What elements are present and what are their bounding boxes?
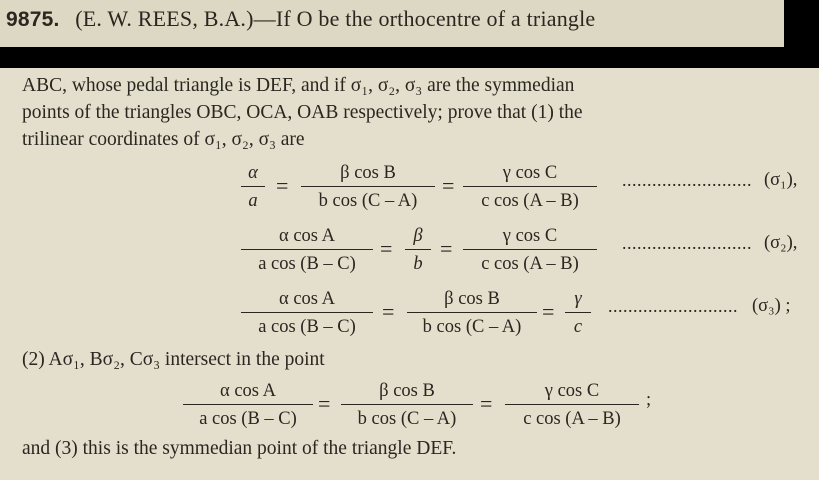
equation-terminator: ;: [646, 390, 652, 410]
fraction: [404, 223, 432, 278]
fraction: [182, 378, 314, 433]
part-three-text: and (3) this is the symmedian point of the triangle DEF.: [22, 438, 457, 459]
denominator: a cos (B – C): [199, 409, 297, 429]
numerator: α cos A: [279, 226, 335, 246]
denominator: a cos (B – C): [258, 254, 356, 274]
equals-sign: =: [382, 299, 395, 324]
equals-sign: =: [318, 391, 331, 416]
equation-sigma2: [0, 223, 819, 279]
fraction: [462, 160, 598, 215]
equation-sigma1: [0, 160, 819, 216]
numerator: α cos A: [279, 289, 335, 309]
equals-sign: =: [542, 299, 555, 324]
numerator: γ cos C: [502, 226, 558, 246]
denominator: a cos (B – C): [258, 317, 356, 337]
fraction: [564, 286, 592, 341]
equals-sign: =: [480, 391, 493, 416]
leader-dots: ..........................: [622, 170, 752, 190]
paragraph-line: trilinear coordinates of σ₁, σ₂, σ₃ are: [22, 129, 305, 150]
denominator: c cos (A – B): [481, 254, 579, 274]
problem-lead: —If O be the orthocentre of a triangle: [253, 6, 596, 31]
equation-sigma3: [0, 286, 819, 342]
equation-intersection: [0, 378, 819, 434]
problem-paragraph: [22, 72, 814, 153]
numerator: β cos B: [340, 163, 396, 183]
fraction: [300, 160, 436, 215]
numerator: γ cos C: [502, 163, 558, 183]
denominator: c: [573, 317, 583, 337]
part-two-text: (2) Aσ₁, Bσ₂, Cσ₃ intersect in the point: [22, 349, 325, 370]
fraction: [240, 160, 266, 215]
numerator: γ cos C: [544, 381, 600, 401]
problem-author: (E. W. REES, B.A.): [75, 6, 254, 31]
paragraph-line: ABC, whose pedal triangle is DEF, and if σ₁, σ₂, σ₃ are the symmedian: [22, 75, 575, 96]
denominator: c cos (A – B): [481, 191, 579, 211]
leader-dots: ..........................: [608, 296, 738, 316]
denominator: b cos (C – A): [318, 191, 418, 211]
equation-tag: (σ₃) ;: [752, 296, 791, 316]
equals-sign: =: [380, 236, 393, 261]
numerator: β: [413, 226, 423, 246]
fraction: [406, 286, 538, 341]
denominator: b: [413, 254, 423, 274]
denominator: a: [248, 191, 258, 211]
fraction: [340, 378, 474, 433]
fraction: [240, 286, 374, 341]
equation-tag: (σ₂),: [764, 233, 798, 253]
leader-dots: ..........................: [622, 233, 752, 253]
numerator: β cos B: [444, 289, 500, 309]
equals-sign: =: [442, 173, 455, 198]
numerator: γ: [574, 289, 582, 309]
problem-heading: [6, 6, 595, 32]
equals-sign: =: [440, 236, 453, 261]
numerator: α: [248, 163, 258, 183]
equation-tag: (σ₁),: [764, 170, 798, 190]
page: [0, 68, 819, 480]
header-strip: [0, 0, 784, 47]
fraction: [240, 223, 374, 278]
problem-number: 9875.: [6, 8, 60, 31]
fraction: [504, 378, 640, 433]
numerator: β cos B: [379, 381, 435, 401]
denominator: b cos (C – A): [422, 317, 522, 337]
fraction: [462, 223, 598, 278]
equals-sign: =: [276, 173, 289, 198]
denominator: b cos (C – A): [357, 409, 457, 429]
paragraph-line: points of the triangles OBC, OCA, OAB respectively; prove that (1) the: [22, 102, 583, 123]
denominator: c cos (A – B): [523, 409, 621, 429]
numerator: α cos A: [220, 381, 276, 401]
